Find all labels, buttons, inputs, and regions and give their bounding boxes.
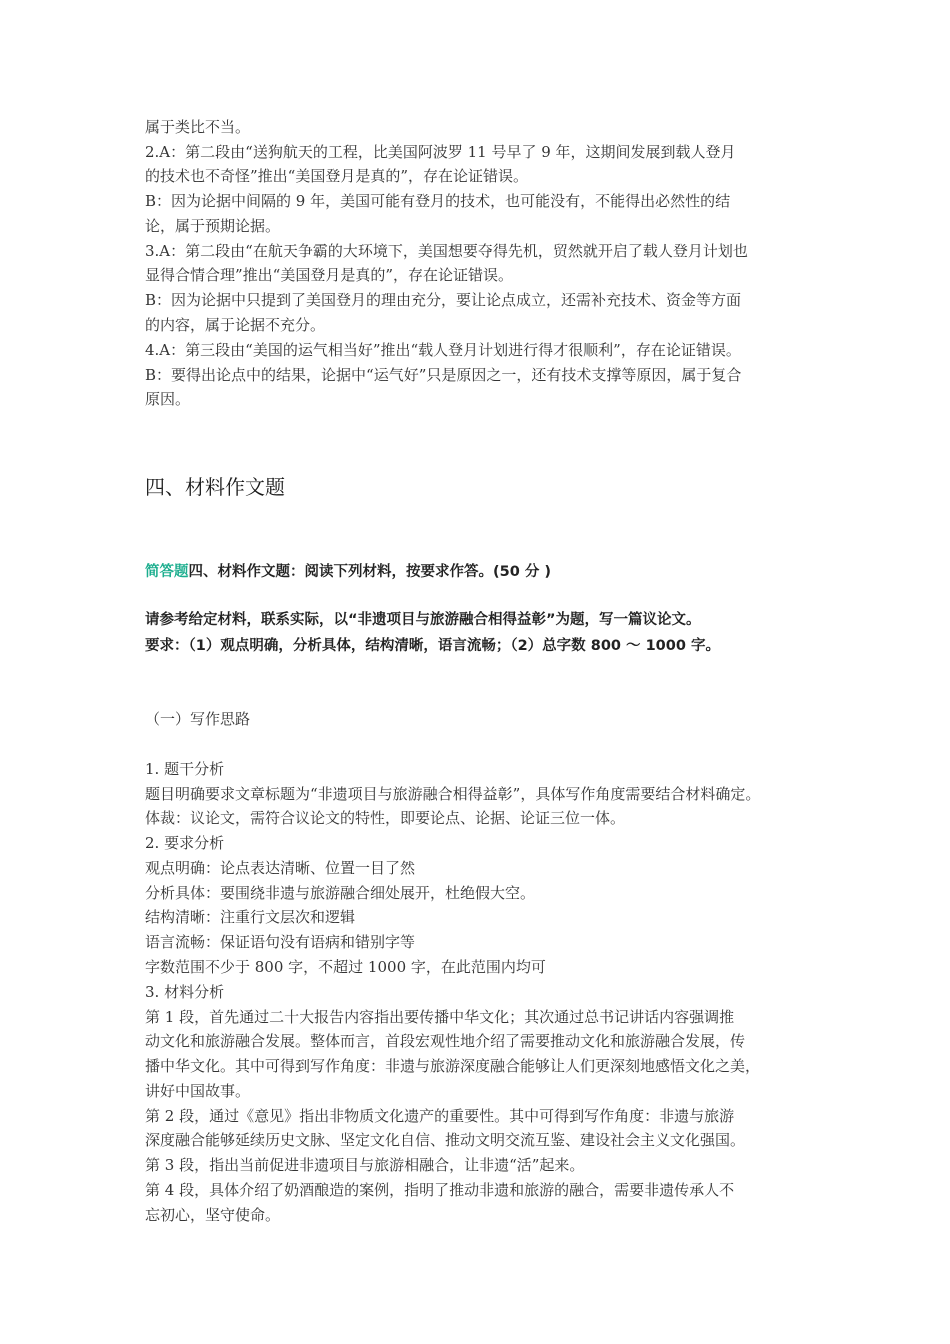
- text-line: 观点明确：论点表达清晰、位置一目了然: [145, 859, 416, 877]
- text-line: 论，属于预期论据。: [145, 217, 281, 235]
- text-line: 体裁：议论文，需符合议论文的特性，即要论点、论据、论证三位一体。: [145, 809, 626, 827]
- text-line: 题目明确要求文章标题为“非遗项目与旅游融合相得益彰”，具体写作角度需要结合材料确定。: [145, 785, 761, 803]
- text-line: 2.A：第二段由“送狗航天的工程，比美国阿波罗 11 号早了 9 年，这期间发展到载人登月: [145, 143, 736, 161]
- question-requirements: 要求：（1）观点明确，分析具体，结构清晰，语言流畅；（2）总字数 800 ～ 1000 字。: [145, 638, 720, 654]
- text-line: 第 1 段，首先通过二十大报告内容指出要传播中华文化；其次通过总书记讲话内容强调推: [145, 1008, 735, 1026]
- text-line: 的技术也不奇怪”推出“美国登月是真的”，存在论证错误。: [145, 167, 529, 185]
- text-line: 3.A：第二段由“在航天争霸的大环境下，美国想要夺得先机，贸然就开启了载人登月计划也: [145, 242, 748, 260]
- text-line: 分析具体：要围绕非遗与旅游融合细处展开，杜绝假大空。: [145, 884, 536, 902]
- text-line: 2. 要求分析: [145, 834, 225, 852]
- text-line: B：要得出论点中的结果，论据中“运气好”只是原因之一，还有技术支撑等原因，属于复合: [145, 366, 742, 384]
- text-line: 的内容，属于论据不充分。: [145, 316, 326, 334]
- text-line: 3. 材料分析: [145, 983, 225, 1001]
- text-line: 4.A：第三段由“美国的运气相当好”推出“载人登月计划进行得才很顺利”，存在论证错误。: [145, 341, 741, 359]
- text-line: 显得合情合理”推出“美国登月是真的”，存在论证错误。: [145, 266, 514, 284]
- answer-heading: （一）写作思路: [145, 710, 251, 728]
- text-line: 动文化和旅游融合发展。整体而言，首段宏观性地介绍了需要推动文化和旅游融合发展，传: [145, 1032, 746, 1050]
- text-line: 属于类比不当。: [145, 118, 251, 136]
- text-line: 讲好中国故事。: [145, 1082, 251, 1100]
- text-line: 字数范围不少于 800 字，不超过 1000 字，在此范围内均可: [145, 958, 546, 976]
- text-line: B：因为论据中只提到了美国登月的理由充分，要让论点成立，还需补充技术、资金等方面: [145, 291, 742, 309]
- question-type-tag: 简答题: [145, 564, 189, 580]
- text-line: 语言流畅：保证语句没有语病和错别字等: [145, 933, 416, 951]
- question-title: 四、材料作文题：阅读下列材料，按要求作答。(50 分 ): [188, 564, 552, 580]
- question-prompt: 请参考给定材料，联系实际，以“非遗项目与旅游融合相得益彰”为题，写一篇议论文。: [145, 612, 701, 628]
- text-line: 第 3 段，指出当前促进非遗项目与旅游相融合，让非遗“活”起来。: [145, 1156, 585, 1174]
- text-line: 第 2 段，通过《意见》指出非物质文化遗产的重要性。其中可得到写作角度：非遗与旅游: [145, 1107, 735, 1125]
- section-title: 四、材料作文题: [145, 475, 285, 499]
- question-header: [145, 560, 551, 584]
- text-line: 第 4 段，具体介绍了奶酒酿造的案例，指明了推动非遗和旅游的融合，需要非遗传承人不: [145, 1181, 735, 1199]
- text-line: 播中华文化。其中可得到写作角度：非遗与旅游深度融合能够让人们更深刻地感悟文化之美，: [145, 1057, 761, 1075]
- text-line: 原因。: [145, 390, 191, 408]
- text-line: 深度融合能够延续历史文脉、坚定文化自信、推动文明交流互鉴、建设社会主义文化强国。: [145, 1131, 746, 1149]
- text-line: B：因为论据中间隔的 9 年，美国可能有登月的技术，也可能没有，不能得出必然性的结: [145, 192, 731, 210]
- text-line: 结构清晰：注重行文层次和逻辑: [145, 908, 356, 926]
- text-line: 1. 题干分析: [145, 760, 225, 778]
- text-line: 忘初心，坚守使命。: [145, 1206, 281, 1224]
